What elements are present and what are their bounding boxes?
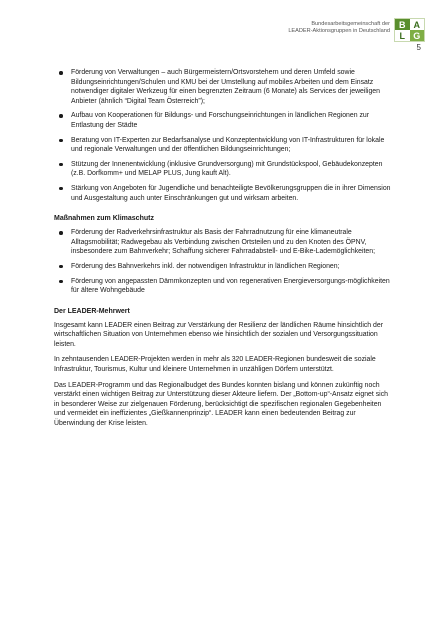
section-heading-climate: Maßnahmen zum Klimaschutz: [54, 215, 154, 223]
list-item: Förderung des Bahnverkehrs inkl. der notwendigen Infrastruktur in ländlichen Regionen;: [54, 262, 394, 272]
climate-measures-list: [54, 228, 394, 296]
list-item: Stärkung von Angeboten für Jugendliche und benachteiligte Bevölkerungsgruppen die in ihrer Dimension und Ausgestaltung auch unter Einschränkungen gut und wirksam arbeiten.: [54, 184, 394, 203]
list-item: Aufbau von Kooperationen für Bildungs- und Forschungseinrichtungen in ländlichen Regionen zur Entlastung der Städte: [54, 111, 394, 130]
paragraph: In zehntausenden LEADER-Projekten werden in mehr als 320 LEADER-Regionen bundesweit die soziale Infrastruktur, Tourismus, Kultur und kleinere Unternehmen in unzähligen Dörfern unterstützt.: [54, 356, 376, 374]
document-body: [54, 68, 394, 435]
list-item: Förderung von angepassten Dämmkonzepten und von regenerativen Energieversorgungs-möglichkeiten für ältere Wohngebäude: [54, 277, 394, 296]
logo-letter-b: B: [395, 19, 410, 30]
list-item: Stützung der Innenentwicklung (inklusive Grundversorgung) mit Grundstückspool, Gebäudekonzepten (z.B. Dorfkomm+ und MELAP PLUS, Jung kauft Alt).: [54, 160, 394, 179]
logo-letter-g: G: [410, 30, 425, 41]
bag-lag-logo: [394, 18, 425, 42]
organization-name: [288, 21, 390, 35]
logo-letter-l: L: [395, 30, 410, 41]
org-line-2: LEADER-Aktionsgruppen in Deutschland: [288, 28, 390, 34]
org-line-1: Bundesarbeitsgemeinschaft der: [311, 21, 390, 27]
section-heading-leader-value: Der LEADER-Mehrwert: [54, 307, 130, 315]
page-number: 5: [416, 43, 421, 52]
measures-list: [54, 68, 394, 203]
logo-letter-a: A: [410, 19, 425, 30]
paragraph: Insgesamt kann LEADER einen Beitrag zur Verstärkung der Resilienz der ländlichen Räume hinsichtlich der wirtschaftlichen Situation von Unternehmen ebenso wie hinsichtlich der sozialen und Versorgungssituation leisten.: [54, 321, 384, 348]
list-item: Förderung von Verwaltungen – auch Bürgermeistern/Ortsvorstehern und deren Umfeld sowie Bildungseinrichtungen/Schulen und KMU bei der Umstellung auf mobiles Arbeiten und dem Einsatz notwendiger digitaler Werkzeug für einen begrenzten Zeitraum (6 Monate) als Services der jeweiligen Anbieter (ähnlich “Digital Team Österreich”);: [54, 68, 394, 106]
page-header: [288, 18, 425, 42]
list-item: Förderung der Radverkehrsinfrastruktur als Basis der Fahrradnutzung für eine klimaneutrale Alltagsmobilität; Radwegebau als Verbindung zwischen Ortsteilen und zu den Knoten des ÖPNV, insbesondere zum Bahnverkehr; Schaffung sicherer Fahrradabstell- und E-Bike-Lademöglichkeiten;: [54, 228, 394, 257]
list-item: Beratung von IT-Experten zur Bedarfsanalyse und Konzeptentwicklung von IT-Infrastrukturen für lokale und regionale Verwaltungen und der öffentlichen Bildungseinrichtungen;: [54, 136, 394, 155]
paragraph: Das LEADER-Programm und das Regionalbudget des Bundes konnten bislang und können zukünftig noch verstärkt einen wichtigen Beitrag zur Unterstützung dieser Akteure liefern. Der „Bottom-up“-Ansatz eignet sich in besonderer Weise zur zielgenauen Förderung, berücksichtigt die spezifischen regionalen Gegebenheiten und vermeidet ein ineffizientes „Gießkannenprinzip“. LEADER kann einen bedeutenden Beitrag zur Überwindung der Krise leisten.: [54, 381, 388, 428]
